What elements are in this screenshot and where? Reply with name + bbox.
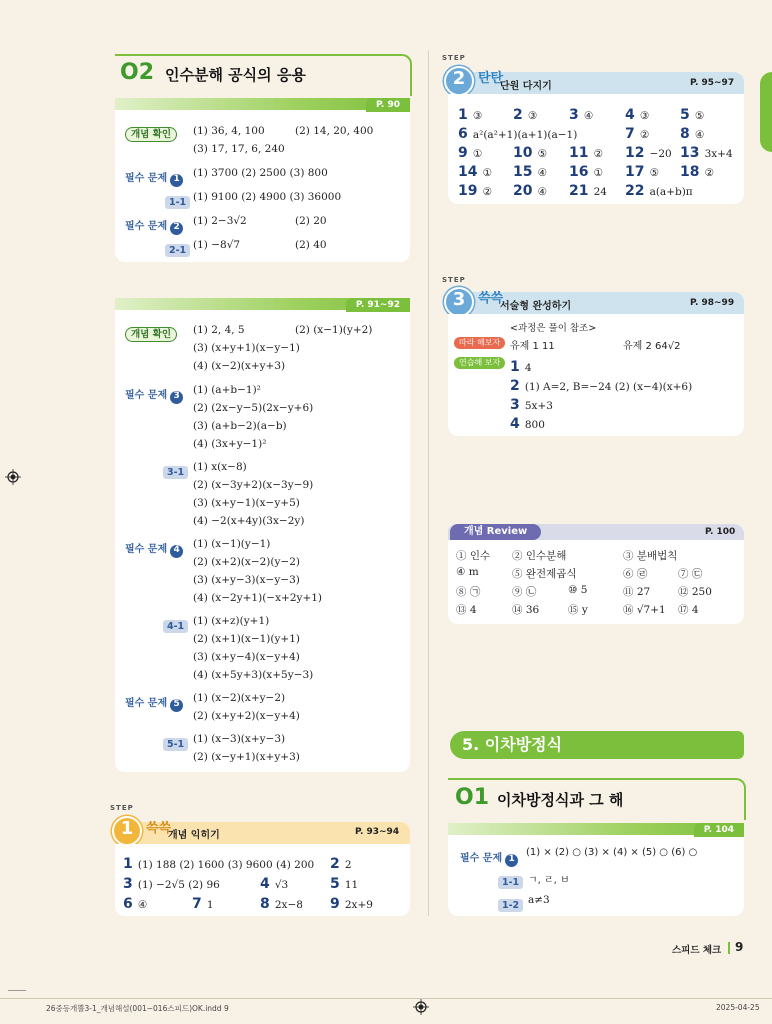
review-item: ⑭ 36	[512, 604, 540, 616]
review-panel	[448, 540, 744, 624]
answer-line: (2) (x+1)(x−1)(y+1)	[193, 633, 300, 645]
step1-circle: 1	[112, 816, 142, 846]
answer-line: (2) (x−1)(y+2)	[295, 324, 373, 336]
page-number: 9	[735, 940, 744, 954]
answer-line: (4) (x−2)(x+y+3)	[193, 360, 286, 372]
answer-item: 19 ②	[458, 183, 492, 199]
answer-line: (4) (x−2y+1)(−x+2y+1)	[193, 592, 323, 604]
footer-date: 2025-04-25	[716, 1003, 760, 1012]
answer-item: 7 ②	[625, 126, 650, 142]
answer-item: 13 3x+4	[680, 145, 733, 161]
answer-line: (3) (x+y−3)(x−y−3)	[193, 574, 300, 586]
step2-title: 단원 다지기	[500, 81, 552, 92]
review-item: ⑩ 5	[568, 584, 588, 596]
answer-line: (3) 17, 17, 6, 240	[193, 143, 285, 155]
practice-label: 연습해 보자	[454, 357, 505, 369]
answer-line: (1) 3700 (2) 2500 (3) 800	[193, 167, 328, 179]
answer-line: (1) 2−3√2	[193, 215, 247, 227]
review-item: ⑤ 완전제곱식	[512, 568, 577, 580]
step1-deco: 쓱쓱	[146, 821, 172, 836]
registration-mark-icon	[5, 469, 21, 485]
answer-item: 15 ④	[513, 164, 547, 180]
answer-line: (2) (x−3y+2)(x−3y−9)	[193, 479, 314, 491]
answer-item: 7 1	[192, 896, 214, 912]
footer-left-rule	[8, 990, 26, 991]
answer-line: (2) 40	[295, 239, 327, 251]
review-item: ① 인수	[456, 550, 491, 562]
solution-note: <과정은 풀이 참조>	[510, 323, 597, 334]
section-02-panel	[115, 98, 410, 262]
answer-item: 14 ①	[458, 164, 492, 180]
review-item: ⑧ ㉠	[456, 586, 481, 598]
answer-item: 9 2x+9	[330, 896, 373, 912]
sub-problem-label: 4-1	[163, 614, 188, 633]
review-item: ⑬ 4	[456, 604, 477, 616]
concept-check-label: 개념 확인	[125, 322, 177, 342]
answer-line: (1) −8√7	[193, 239, 241, 251]
step2-deco: 탄탄	[478, 71, 504, 86]
answer-item: 10 ⑤	[513, 145, 547, 161]
answer-item: 18 ②	[680, 164, 714, 180]
answer-item: 6 ④	[123, 896, 148, 912]
answer-line: (1) (a+b−1)²	[193, 384, 261, 396]
answer-line: ㄱ, ㄹ, ㅂ	[528, 875, 570, 886]
sub-problem-label: 5-1	[163, 732, 188, 751]
step3-title: 서술형 완성하기	[500, 301, 572, 312]
step1-page: P. 93∼94	[355, 827, 400, 837]
answer-item: 8 ④	[680, 126, 705, 142]
answer-item: 9 ①	[458, 145, 483, 161]
answer-line: (1) × (2) ○ (3) × (4) × (5) ○ (6) ○	[526, 847, 698, 858]
column-divider	[428, 50, 429, 916]
section-02-title: 인수분해 공식의 응용	[165, 66, 306, 84]
answer-line: (1) (x+z)(y+1)	[193, 615, 270, 627]
file-name: 26중등개뿔3-1_개념해설(001~016스피드)OK.indd 9	[46, 1004, 229, 1013]
answer-item: 2 ③	[513, 107, 538, 123]
required-problem-label: 필수 문제 1	[125, 166, 183, 187]
required-problem-label: 필수 문제 2	[125, 214, 183, 235]
answer-line: (2) (x+y+2)(x−y+4)	[193, 710, 300, 722]
required-problem-label: 필수 문제 1	[460, 846, 518, 867]
speed-check-label: 스피드 체크	[672, 945, 722, 956]
section-02-number: O2	[120, 60, 155, 85]
answer-line: (3) (x+y−4)(x−y+4)	[193, 651, 300, 663]
registration-mark-icon	[413, 999, 429, 1015]
answer-item: 5 ⑤	[680, 107, 705, 123]
page-ref: P. 91∼92	[346, 298, 410, 312]
required-problem-label: 필수 문제 4	[125, 537, 183, 558]
review-page: P. 100	[705, 527, 736, 537]
answer-item: 6 a²(a²+1)(a+1)(a−1)	[458, 126, 578, 142]
answer-item: 4 √3	[260, 876, 289, 892]
answer-line: (3) (a+b−2)(a−b)	[193, 420, 287, 432]
page-ref: P. 90	[366, 98, 410, 112]
step3-page: P. 98∼99	[690, 298, 735, 308]
concept-check-label: 개념 확인	[125, 122, 177, 142]
step3-deco: 쓱쓱	[478, 291, 504, 306]
step2-panel	[448, 94, 744, 204]
section-02b-panel	[115, 298, 410, 772]
review-item: ⑫ 250	[678, 586, 712, 598]
step-label: STEP	[442, 54, 466, 62]
answer-line: (1) (x−2)(x+y−2)	[193, 692, 286, 704]
sub-problem-label: 2-1	[165, 238, 190, 257]
answer-line: (2) 20	[295, 215, 327, 227]
answer-item: 2 2	[330, 856, 352, 872]
answer-item: 8 2x−8	[260, 896, 303, 912]
answer-line: (4) (x+5y+3)(x+5y−3)	[193, 669, 314, 681]
answer-item: 4 800	[510, 416, 545, 432]
step-label: STEP	[442, 276, 466, 284]
step2-page: P. 95∼97	[690, 78, 735, 88]
sub-problem-label: 1-1	[165, 190, 190, 209]
section-01-number: O1	[455, 785, 490, 810]
answer-line: (1) x(x−8)	[193, 461, 247, 473]
footer-rule	[0, 998, 772, 999]
review-item: ⑯ √7+1	[623, 604, 666, 616]
review-title: 개념 Review	[450, 524, 541, 540]
answer-item: 11 ②	[569, 145, 603, 161]
answer-line: (3) (x+y+1)(x−y−1)	[193, 342, 300, 354]
section-01-title: 이차방정식과 그 해	[497, 791, 624, 809]
review-item: ⑪ 27	[623, 586, 651, 598]
answer-line: (4) −2(x+4y)(3x−2y)	[193, 515, 305, 527]
answer-line: (2) (x+2)(x−2)(y−2)	[193, 556, 300, 568]
follow-answer-1: 유제 1 11	[510, 341, 555, 352]
step1-panel	[115, 844, 410, 916]
follow-answer-2: 유제 2 64√2	[623, 341, 681, 352]
section-01-panel	[448, 823, 744, 916]
answer-item: 3 (1) −2√5 (2) 96	[123, 876, 220, 892]
sub-problem-label: 1-1	[498, 870, 523, 889]
review-item: ⑰ 4	[678, 604, 699, 616]
review-item: ④ m	[456, 566, 479, 578]
answer-item: 1 4	[510, 359, 532, 375]
answer-line: (1) (x−1)(y−1)	[193, 538, 271, 550]
footer-divider	[728, 942, 730, 954]
step1-title: 개념 익히기	[168, 830, 220, 841]
answer-item: 20 ④	[513, 183, 547, 199]
chapter-banner: 5. 이차방정식	[450, 731, 744, 759]
step-label: STEP	[110, 804, 134, 812]
answer-item: 21 24	[569, 183, 607, 199]
answer-item: 17 ⑤	[625, 164, 659, 180]
answer-item: 22 a(a+b)π	[625, 183, 693, 199]
answer-line: (4) (3x+y−1)²	[193, 438, 267, 450]
answer-item: 2 (1) A=2, B=−24 (2) (x−4)(x+6)	[510, 378, 693, 394]
step3-panel	[448, 314, 744, 436]
answer-item: 3 ④	[569, 107, 594, 123]
answer-line: (1) 9100 (2) 4900 (3) 36000	[193, 191, 342, 203]
answer-line: a≠3	[528, 894, 550, 906]
answer-line: (1) 2, 4, 5	[193, 324, 245, 336]
answer-item: 5 11	[330, 876, 359, 892]
review-item: ⑮ y	[568, 604, 588, 616]
answer-item: 12 −20	[625, 145, 672, 161]
step3-circle: 3	[444, 287, 474, 317]
answer-item: 4 ③	[625, 107, 650, 123]
required-problem-label: 필수 문제 5	[125, 691, 183, 712]
page-ref: P. 104	[694, 823, 744, 837]
required-problem-label: 필수 문제 3	[125, 383, 183, 404]
side-tab	[760, 72, 772, 152]
answer-line: (3) (x+y−1)(x−y+5)	[193, 497, 300, 509]
answer-item: 1 ③	[458, 107, 483, 123]
answer-line: (2) (2x−y−5)(2x−y+6)	[193, 402, 314, 414]
answer-line: (1) 36, 4, 100	[193, 125, 265, 137]
answer-item: 16 ①	[569, 164, 603, 180]
review-item: ② 인수분해	[512, 550, 567, 562]
answer-line: (2) 14, 20, 400	[295, 125, 374, 137]
sub-problem-label: 1-2	[498, 893, 523, 912]
answer-item: 3 5x+3	[510, 397, 553, 413]
review-item: ⑥ ㉣	[623, 568, 648, 580]
follow-label: 따라 해보자	[454, 337, 505, 349]
answer-item: 1 (1) 188 (2) 1600 (3) 9600 (4) 200	[123, 856, 315, 872]
review-item: ⑦ ㉢	[678, 568, 703, 580]
review-item: ⑨ ㉡	[512, 586, 537, 598]
answer-line: (1) (x−3)(x+y−3)	[193, 733, 286, 745]
step2-circle: 2	[444, 66, 474, 96]
sub-problem-label: 3-1	[163, 460, 188, 479]
answer-line: (2) (x−y+1)(x+y+3)	[193, 751, 300, 763]
review-item: ③ 분배법칙	[623, 550, 678, 562]
